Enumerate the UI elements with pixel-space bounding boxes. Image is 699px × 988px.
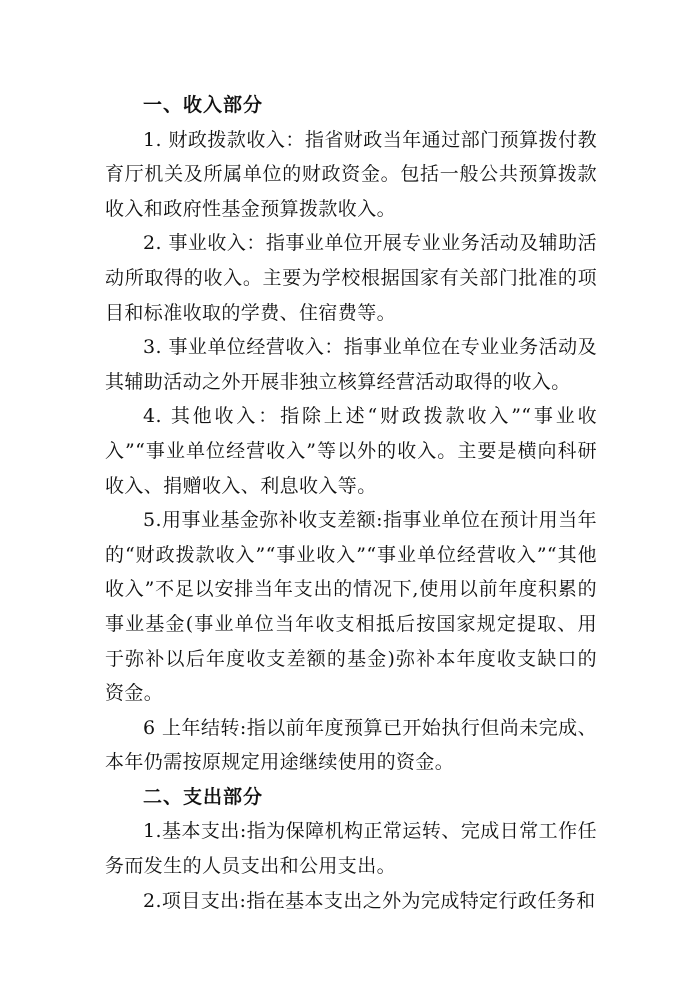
income-item-3: 3. 事业单位经营收入：指事业单位在专业业务活动及其辅助活动之外开展非独立核算经营活动取得的收入。 <box>105 336 597 393</box>
income-item-1: 1. 财政拨款收入：指省财政当年通过部门预算拨付教育厅机关及所属单位的财政资金。包括一般公共预算拨款收入和政府性基金预算拨款收入。 <box>105 128 597 220</box>
section-heading-income: 一、收入部分 <box>143 94 264 116</box>
expenditure-item-2: 2.项目支出:指在基本支出之外为完成特定行政任务和 <box>143 889 596 912</box>
income-item-2: 2. 事业收入：指事业单位开展专业业务活动及辅助活动所取得的收入。主要为学校根据国家有关部门批准的项目和标准收取的学费、住宿费等。 <box>105 232 597 324</box>
income-item-5: 5.用事业基金弥补收支差额:指事业单位在预计用当年的“财政拨款收入”“事业收入”“事业单位经营收入”“其他收入”不足以安排当年支出的情况下,使用以前年度积累的事业基金(事业单位当年收支相抵后按国家规定提取、用于弥补以后年度收支差额的基金)弥补本年度收支缺口的资金。 <box>105 509 597 705</box>
income-item-4: 4. 其他收入：指除上述“财政拨款收入”“事业收入”“事业单位经营收入”等以外的收入。主要是横向科研收入、捐赠收入、利息收入等。 <box>105 405 597 497</box>
income-item-6: 6 上年结转:指以前年度预算已开始执行但尚未完成、本年仍需按原规定用途继续使用的资金。 <box>105 716 597 774</box>
expenditure-item-1: 1.基本支出:指为保障机构正常运转、完成日常工作任务而发生的人员支出和公用支出。 <box>105 820 597 878</box>
document-body <box>105 88 597 918</box>
section-heading-expenditure: 二、支出部分 <box>143 785 264 808</box>
